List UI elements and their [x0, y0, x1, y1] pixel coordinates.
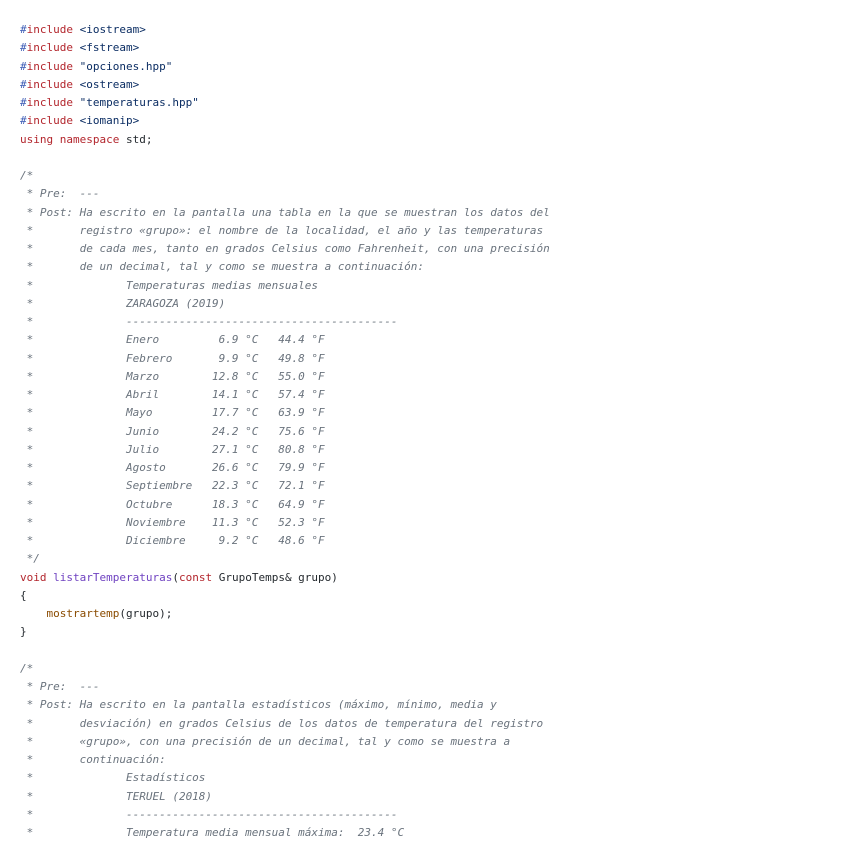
code-line	[20, 477, 550, 495]
code-token: * Junio 24.2 °C 75.6 °F	[20, 424, 325, 438]
code-token: listarTemperaturas	[53, 570, 173, 584]
code-line	[20, 514, 550, 532]
code-token: * Abril 14.1 °C 57.4 °F	[20, 388, 325, 401]
code-token: const	[178, 570, 213, 584]
code-line	[20, 824, 550, 842]
code-token: include	[26, 77, 73, 91]
code-line	[20, 496, 550, 514]
code-line	[20, 678, 550, 696]
code-token: mostrartemp	[46, 607, 120, 620]
code-line	[20, 788, 550, 806]
code-editor[interactable]	[20, 21, 550, 842]
code-line	[20, 21, 550, 39]
code-token: */	[20, 552, 40, 566]
code-token: * Octubre 18.3 °C 64.9 °F	[20, 497, 325, 511]
code-line	[20, 185, 550, 203]
code-token: * TERUEL (2018)	[20, 789, 213, 803]
code-token: include	[26, 23, 73, 36]
code-token: * desviación) en grados Celsius de los datos de temperatura del registro	[20, 716, 544, 730]
code-token: (	[172, 570, 179, 584]
code-line	[20, 441, 550, 459]
code-token: GrupoTemps& grupo)	[212, 570, 338, 584]
code-line	[20, 58, 550, 76]
code-token: "opciones.hpp"	[72, 59, 173, 73]
code-line	[20, 368, 550, 386]
code-token: * Febrero 9.9 °C 49.8 °F	[20, 351, 325, 365]
code-token: <iostream>	[72, 23, 146, 36]
code-token: "temperaturas.hpp"	[72, 96, 199, 109]
code-token: * Julio 27.1 °C 80.8 °F	[20, 442, 325, 456]
code-line	[20, 313, 550, 331]
code-token: namespace	[59, 132, 120, 146]
code-line	[20, 149, 550, 167]
code-token: {	[20, 588, 27, 602]
code-token: <ostream>	[72, 77, 140, 91]
code-token: }	[20, 625, 27, 639]
code-token: std;	[119, 132, 153, 146]
code-line	[20, 331, 550, 349]
code-token: /*	[20, 661, 34, 675]
code-token: #	[20, 96, 27, 109]
code-token: * ZARAGOZA (2019)	[20, 296, 226, 310]
code-line	[20, 769, 550, 787]
code-token: * «grupo», con una precisión de un decimal, tal y como se muestra a	[20, 734, 511, 748]
code-token: include	[26, 41, 73, 55]
code-token: #	[20, 114, 27, 128]
code-token: * continuación:	[20, 753, 166, 766]
code-token: * Pre: ---	[20, 187, 100, 201]
code-token: * Agosto 26.6 °C 79.9 °F	[20, 461, 325, 474]
code-token: * Enero 6.9 °C 44.4 °F	[20, 333, 325, 347]
code-line	[20, 167, 550, 185]
code-token: * Temperatura media mensual máxima: 23.4 °C	[20, 826, 405, 839]
code-line	[20, 131, 550, 149]
code-token: * de un decimal, tal y como se muestra a continuación:	[20, 260, 424, 274]
code-line	[20, 806, 550, 824]
code-line	[20, 715, 550, 733]
code-token: * Diciembre 9.2 °C 48.6 °F	[20, 534, 325, 547]
code-token: * Post: Ha escrito en la pantalla una tabla en la que se muestran los datos del	[20, 205, 550, 219]
code-line	[20, 112, 550, 130]
code-token: (grupo);	[119, 607, 173, 620]
code-token: #	[20, 77, 27, 91]
code-token	[20, 607, 47, 620]
code-token: * Mayo 17.7 °C 63.9 °F	[20, 406, 325, 420]
code-token: #	[20, 41, 27, 55]
code-line	[20, 751, 550, 769]
code-token: * de cada mes, tanto en grados Celsius como Fahrenheit, con una precisión	[20, 242, 550, 255]
code-token: * Pre: ---	[20, 680, 100, 693]
code-line	[20, 660, 550, 678]
code-token: <iomanip>	[72, 114, 140, 128]
code-line	[20, 277, 550, 295]
code-line	[20, 569, 550, 587]
code-line	[20, 350, 550, 368]
code-token: * Noviembre 11.3 °C 52.3 °F	[20, 515, 325, 529]
code-line	[20, 605, 550, 623]
code-token: * Post: Ha escrito en la pantalla estadísticos (máximo, mínimo, media y	[20, 698, 497, 712]
code-line	[20, 550, 550, 568]
code-line	[20, 386, 550, 404]
code-token: <fstream>	[72, 41, 140, 55]
code-token: #	[20, 23, 27, 36]
code-token: * Septiembre 22.3 °C 72.1 °F	[20, 479, 325, 493]
code-token: void	[20, 570, 47, 584]
code-line	[20, 532, 550, 550]
code-token: /*	[20, 169, 34, 182]
code-token: * registro «grupo»: el nombre de la localidad, el año y las temperaturas	[20, 223, 544, 237]
code-line	[20, 696, 550, 714]
code-token: * Estadísticos	[20, 771, 206, 785]
code-token: * -----------------------------------------	[20, 807, 398, 821]
code-line	[20, 39, 550, 57]
code-line	[20, 459, 550, 477]
code-line	[20, 222, 550, 240]
code-line	[20, 733, 550, 751]
code-token: * Marzo 12.8 °C 55.0 °F	[20, 369, 325, 383]
code-line	[20, 587, 550, 605]
code-token: * Temperaturas medias mensuales	[20, 278, 319, 292]
code-line	[20, 258, 550, 276]
code-line	[20, 623, 550, 641]
code-token: include	[26, 114, 73, 128]
code-token: #	[20, 59, 27, 73]
code-line	[20, 404, 550, 422]
code-line	[20, 240, 550, 258]
code-token: include	[26, 59, 73, 73]
code-token: * -----------------------------------------	[20, 315, 398, 328]
code-line	[20, 423, 550, 441]
code-line	[20, 94, 550, 112]
code-token: using	[20, 132, 54, 146]
code-line	[20, 204, 550, 222]
code-token: include	[26, 96, 73, 109]
code-token	[53, 133, 60, 146]
code-line	[20, 295, 550, 313]
code-line	[20, 76, 550, 94]
code-line	[20, 642, 550, 660]
